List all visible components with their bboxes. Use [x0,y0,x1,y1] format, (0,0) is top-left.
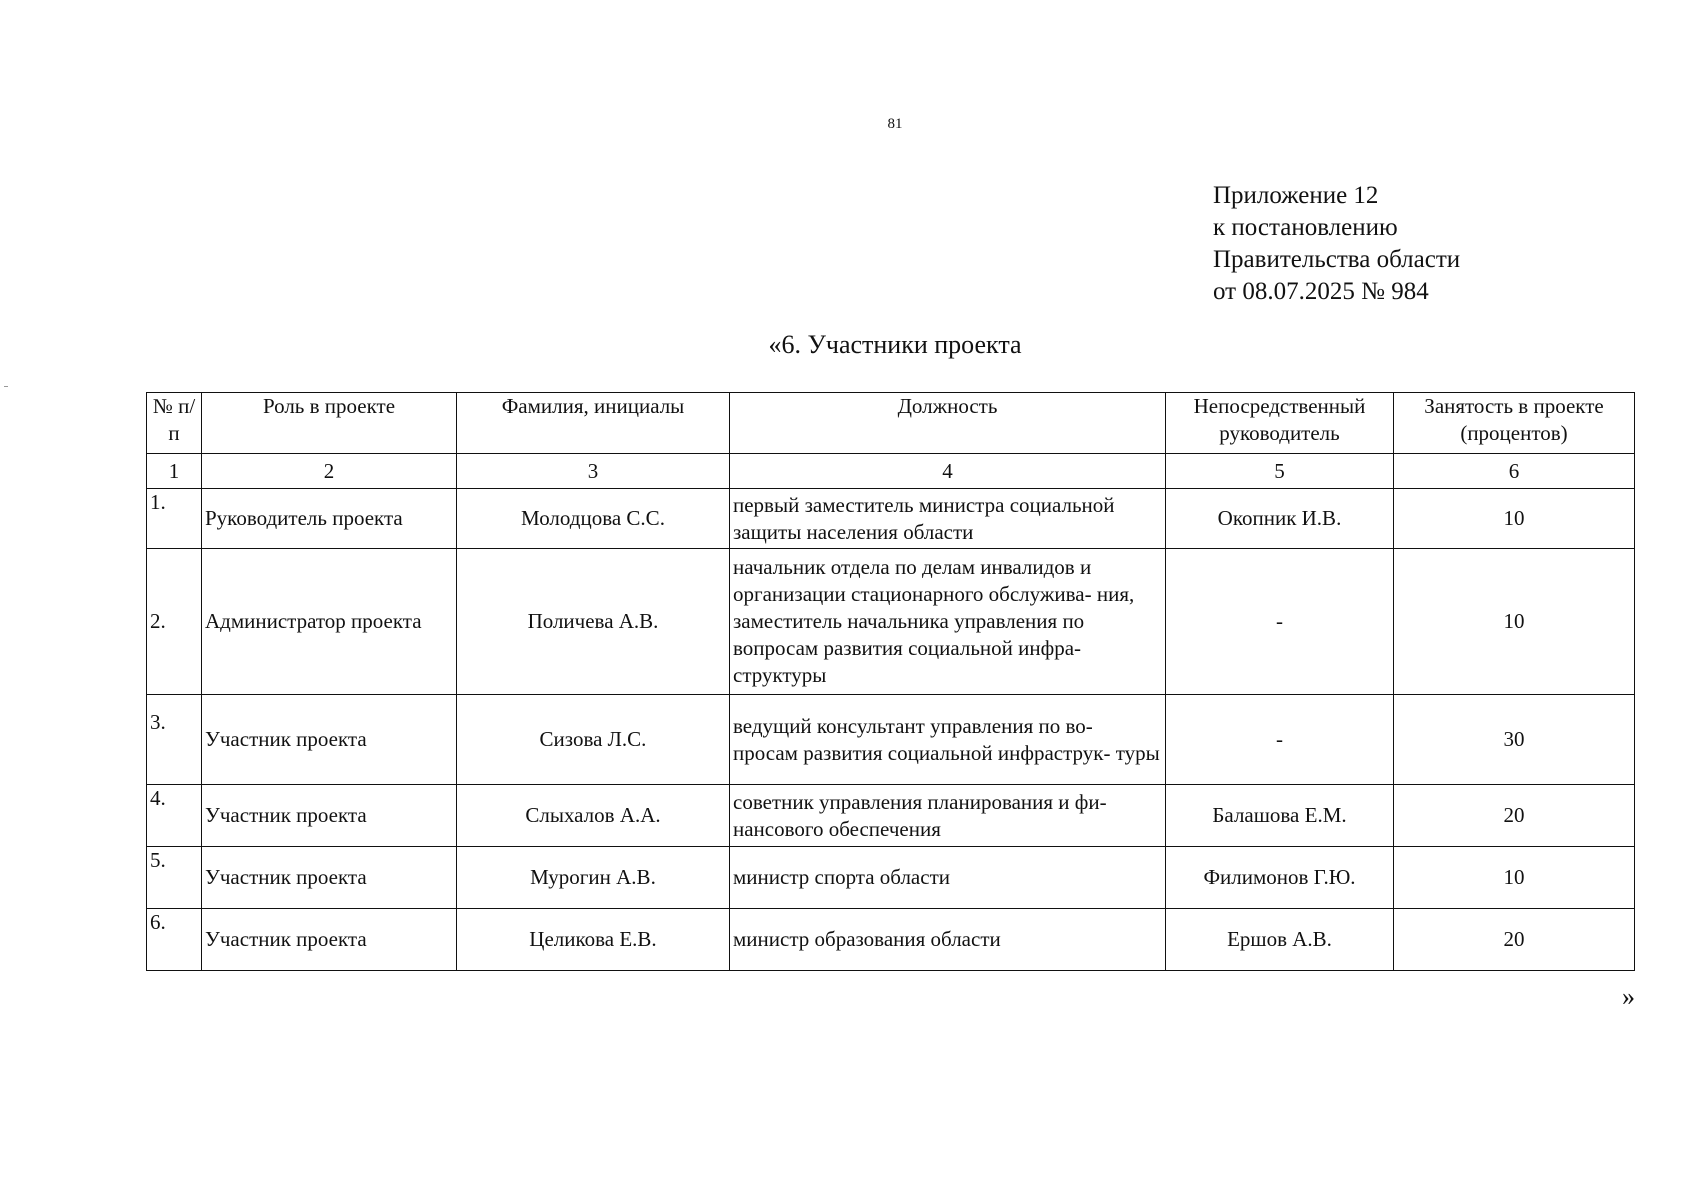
row-number: 4. [147,785,202,847]
row-head: Окопник И.В. [1166,489,1394,549]
row-head: Ершов А.В. [1166,909,1394,971]
header-name: Фамилия, инициалы [457,393,730,454]
table-row [147,785,1635,847]
column-number: 3 [457,454,730,489]
row-position: начальник отдела по делам инвалидов и организации стационарного обслужива- ния, заместитель начальника управления по вопросам развития социальной инфра- структуры [730,549,1166,695]
row-number: 1. [147,489,202,549]
table-row [147,847,1635,909]
row-position: первый заместитель министра социальной защиты населения области [730,489,1166,549]
row-role: Руководитель проекта [202,489,457,549]
header-num: № п/п [147,393,202,454]
row-position: министр спорта области [730,847,1166,909]
row-role: Участник проекта [202,909,457,971]
appendix-block [1213,180,1460,308]
column-number: 6 [1394,454,1635,489]
row-percent: 30 [1394,695,1635,785]
row-name: Поличева А.В. [457,549,730,695]
participants-table [146,392,1635,971]
row-name: Молодцова С.С. [457,489,730,549]
column-number: 5 [1166,454,1394,489]
appendix-line-2: к постановлению [1213,214,1398,241]
table-row [147,489,1635,549]
column-number: 1 [147,454,202,489]
row-number-text: 2. [150,609,166,633]
row-head: Балашова Е.М. [1166,785,1394,847]
table-row [147,909,1635,971]
row-name: Мурогин А.В. [457,847,730,909]
appendix-line-1: Приложение 12 [1213,182,1379,209]
row-number [147,549,202,695]
appendix-line-4: от 08.07.2025 № 984 [1213,278,1429,305]
row-position: ведущий консультант управления по во- просам развития социальной инфраструк- туры [730,695,1166,785]
table-row [147,695,1635,785]
header-percent: Занятость в проекте (процентов) [1394,393,1635,454]
section-title: «6. Участники проекта [768,330,1022,359]
scan-edge-mark [4,386,8,387]
row-number: 3. [147,695,202,785]
table-header-row [147,393,1635,454]
row-head: - [1166,695,1394,785]
row-name: Целикова Е.В. [457,909,730,971]
page-number: 81 [887,116,903,132]
row-role: Участник проекта [202,847,457,909]
row-role: Администратор проекта [202,549,457,695]
appendix-line-3: Правительства области [1213,246,1461,273]
table-row [147,549,1635,695]
column-number: 2 [202,454,457,489]
row-role: Участник проекта [202,785,457,847]
row-percent: 10 [1394,847,1635,909]
row-head: - [1166,549,1394,695]
row-percent: 20 [1394,909,1635,971]
row-role: Участник проекта [202,695,457,785]
closing-quote: » [1622,982,1635,1011]
header-position: Должность [730,393,1166,454]
row-number: 6. [147,909,202,971]
row-percent: 10 [1394,549,1635,695]
column-number: 4 [730,454,1166,489]
column-number-row [147,454,1635,489]
row-percent: 10 [1394,489,1635,549]
header-head: Непосредственный руководитель [1166,393,1394,454]
row-name: Слыхалов А.А. [457,785,730,847]
row-name: Сизова Л.С. [457,695,730,785]
header-role: Роль в проекте [202,393,457,454]
row-position: советник управления планирования и фи- нансового обеспечения [730,785,1166,847]
row-position: министр образования области [730,909,1166,971]
row-number: 5. [147,847,202,909]
row-head: Филимонов Г.Ю. [1166,847,1394,909]
row-percent: 20 [1394,785,1635,847]
